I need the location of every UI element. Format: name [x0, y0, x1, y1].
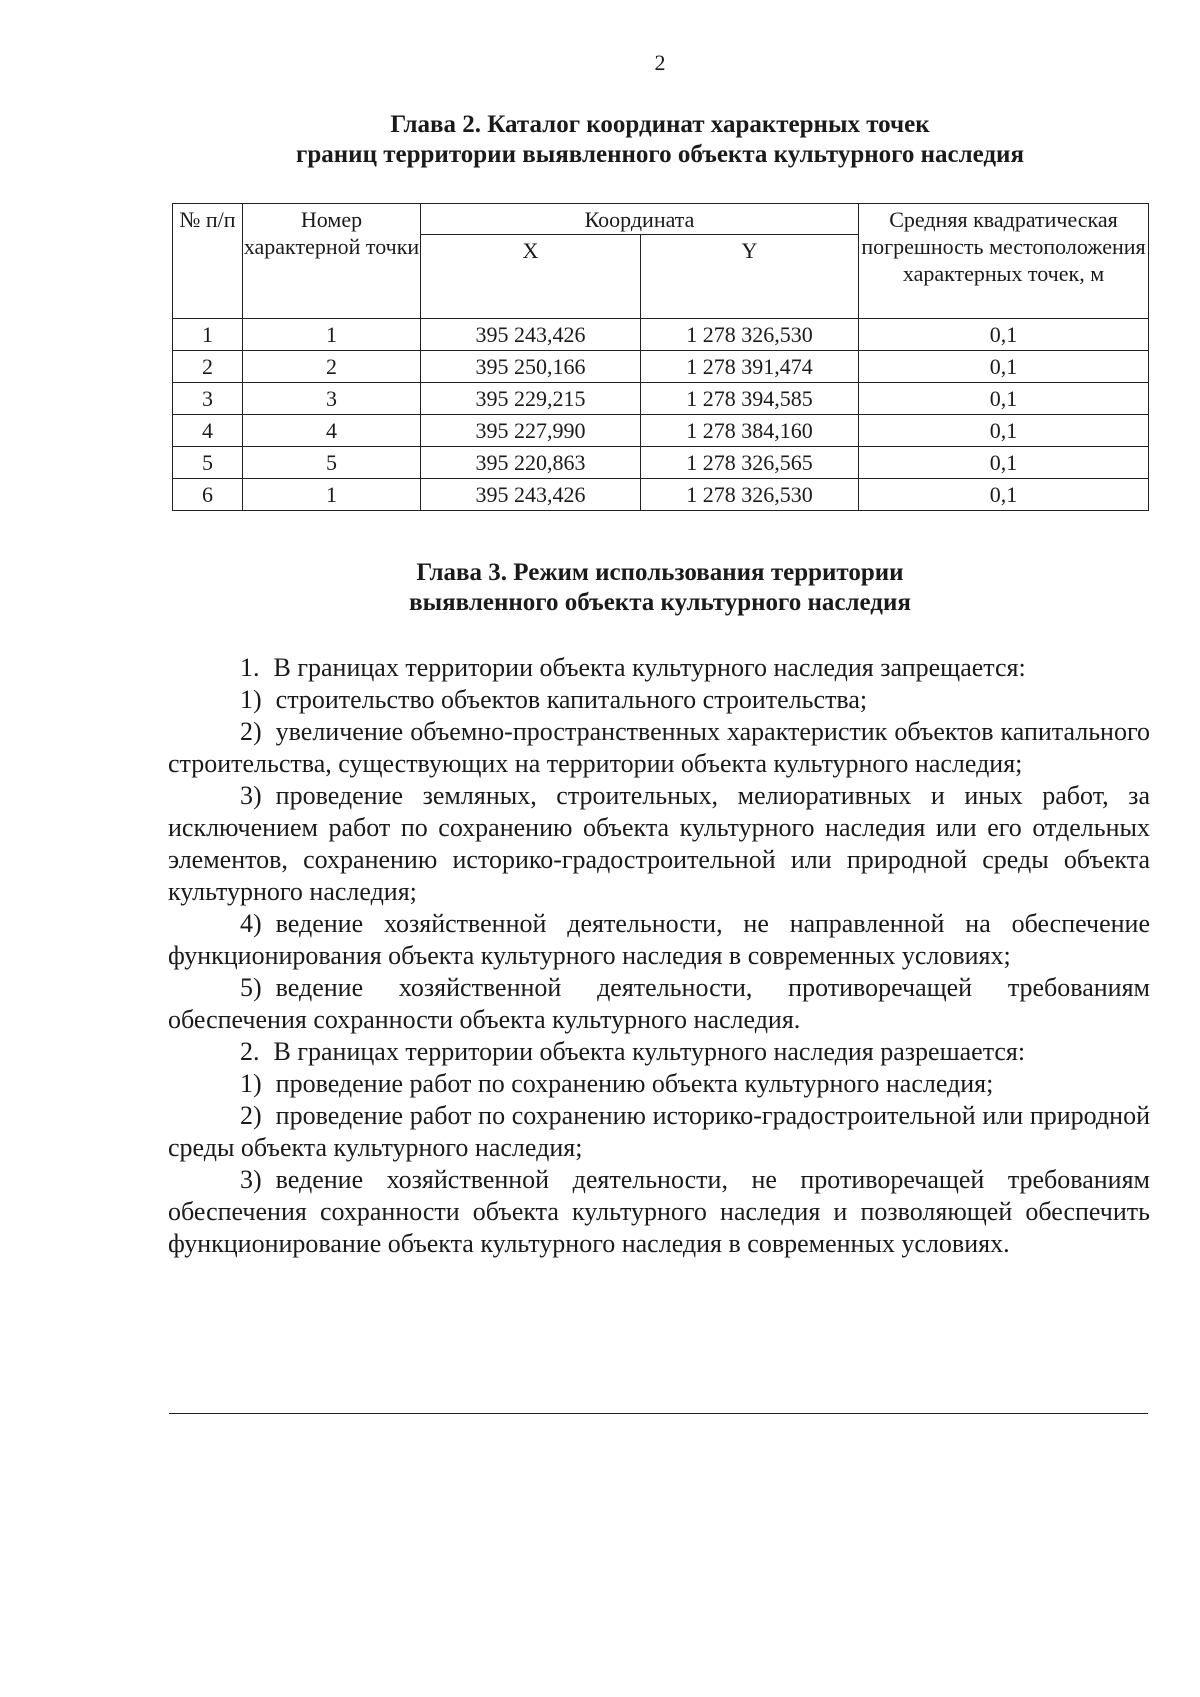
cell-point-number: 1 — [243, 319, 421, 351]
cell-point-number: 4 — [243, 415, 421, 447]
list-item-number: 4) — [240, 909, 262, 938]
header-point-number: Номер характерной точки — [243, 204, 421, 319]
list-item — [168, 1068, 1150, 1100]
cell-x: 395 227,990 — [421, 415, 641, 447]
chapter3-heading — [0, 558, 1200, 618]
cell-y: 1 278 384,160 — [641, 415, 859, 447]
chapter2-title-line1: Глава 2. Каталог координат характерных точек — [390, 111, 930, 138]
cell-num: 1 — [173, 319, 243, 351]
list-item-text: В границах территории объекта культурного наследия разрешается: — [273, 1037, 1026, 1066]
cell-y: 1 278 394,585 — [641, 383, 859, 415]
cell-y: 1 278 326,565 — [641, 447, 859, 479]
list-item-number: 3) — [240, 1165, 262, 1194]
table-row — [173, 479, 1149, 511]
cell-error: 0,1 — [859, 447, 1149, 479]
header-x: X — [421, 235, 641, 319]
cell-y: 1 278 326,530 — [641, 319, 859, 351]
list-item-text: строительство объектов капитального строительства; — [275, 685, 868, 714]
list-item-number: 1) — [240, 1069, 262, 1098]
list-item — [168, 972, 1150, 1036]
cell-error: 0,1 — [859, 351, 1149, 383]
list-item — [168, 1100, 1150, 1164]
list-item — [168, 908, 1150, 972]
list-item-number: 2) — [240, 1101, 262, 1130]
list-item — [168, 1164, 1150, 1260]
cell-error: 0,1 — [859, 479, 1149, 511]
list-item-text: ведение хозяйственной деятельности, противоречащей требованиям обеспечения сохранности объекта культурного наследия. — [168, 973, 1150, 1034]
list-item — [168, 780, 1150, 908]
regime-text — [168, 652, 1150, 1260]
cell-point-number: 3 — [243, 383, 421, 415]
cell-num: 3 — [173, 383, 243, 415]
cell-x: 395 229,215 — [421, 383, 641, 415]
chapter2-title-line2: границ территории выявленного объекта культурного наследия — [296, 141, 1024, 168]
cell-point-number: 1 — [243, 479, 421, 511]
cell-point-number: 5 — [243, 447, 421, 479]
chapter2-heading — [0, 110, 1200, 170]
cell-num: 2 — [173, 351, 243, 383]
bottom-divider — [169, 1413, 1148, 1414]
cell-x: 395 243,426 — [421, 319, 641, 351]
cell-y: 1 278 391,474 — [641, 351, 859, 383]
chapter3-title-line2: выявленного объекта культурного наследия — [409, 589, 911, 616]
cell-x: 395 243,426 — [421, 479, 641, 511]
table-row — [173, 351, 1149, 383]
list-item-text: ведение хозяйственной деятельности, не направленной на обеспечение функционирования объекта культурного наследия в современных условиях; — [168, 909, 1150, 970]
cell-y: 1 278 326,530 — [641, 479, 859, 511]
table-row — [173, 319, 1149, 351]
cell-error: 0,1 — [859, 383, 1149, 415]
table-row — [173, 447, 1149, 479]
cell-error: 0,1 — [859, 319, 1149, 351]
cell-num: 4 — [173, 415, 243, 447]
list-item-number: 3) — [240, 781, 262, 810]
list-item-number: 1. — [240, 653, 260, 682]
cell-x: 395 220,863 — [421, 447, 641, 479]
cell-x: 395 250,166 — [421, 351, 641, 383]
table-row — [173, 415, 1149, 447]
cell-error: 0,1 — [859, 415, 1149, 447]
cell-point-number: 2 — [243, 351, 421, 383]
table-row — [173, 383, 1149, 415]
list-item-text: увеличение объемно-пространственных характеристик объектов капитального строительства, существующих на территории объекта культурного наследия; — [168, 717, 1150, 778]
list-item-number: 1) — [240, 685, 262, 714]
list-item-text: проведение земляных, строительных, мелиоративных и иных работ, за исключением работ по сохранению объекта культурного наследия или его отдельных элементов, сохранению историко-градостроительной или природной среды объекта культурного наследия; — [168, 781, 1150, 906]
list-item-number: 2) — [240, 717, 262, 746]
list-item-number: 5) — [240, 973, 262, 1002]
cell-num: 6 — [173, 479, 243, 511]
cell-num: 5 — [173, 447, 243, 479]
header-num: № п/п — [173, 204, 243, 319]
header-error: Средняя квадратическая погрешность местоположения характерных точек, м — [859, 204, 1149, 319]
list-item-number: 2. — [240, 1037, 260, 1066]
list-item-text: В границах территории объекта культурного наследия запрещается: — [273, 653, 1026, 682]
list-item-text: проведение работ по сохранению историко-градостроительной или природной среды объекта культурного наследия; — [168, 1101, 1150, 1162]
list-item — [168, 684, 1150, 716]
header-y: Y — [641, 235, 859, 319]
list-item — [168, 716, 1150, 780]
list-item — [168, 652, 1150, 684]
chapter3-title-line1: Глава 3. Режим использования территории — [416, 559, 904, 586]
list-item-text: проведение работ по сохранению объекта культурного наследия; — [275, 1069, 994, 1098]
list-item — [168, 1036, 1150, 1068]
coordinates-table — [172, 203, 1149, 511]
page-number: 2 — [654, 50, 666, 75]
list-item-text: ведение хозяйственной деятельности, не противоречащей требованиям обеспечения сохранности объекта культурного наследия и позволяющей обеспечить функционирование объекта культурного наследия в современных условиях. — [168, 1165, 1150, 1258]
header-coordinate: Координата — [421, 204, 859, 235]
